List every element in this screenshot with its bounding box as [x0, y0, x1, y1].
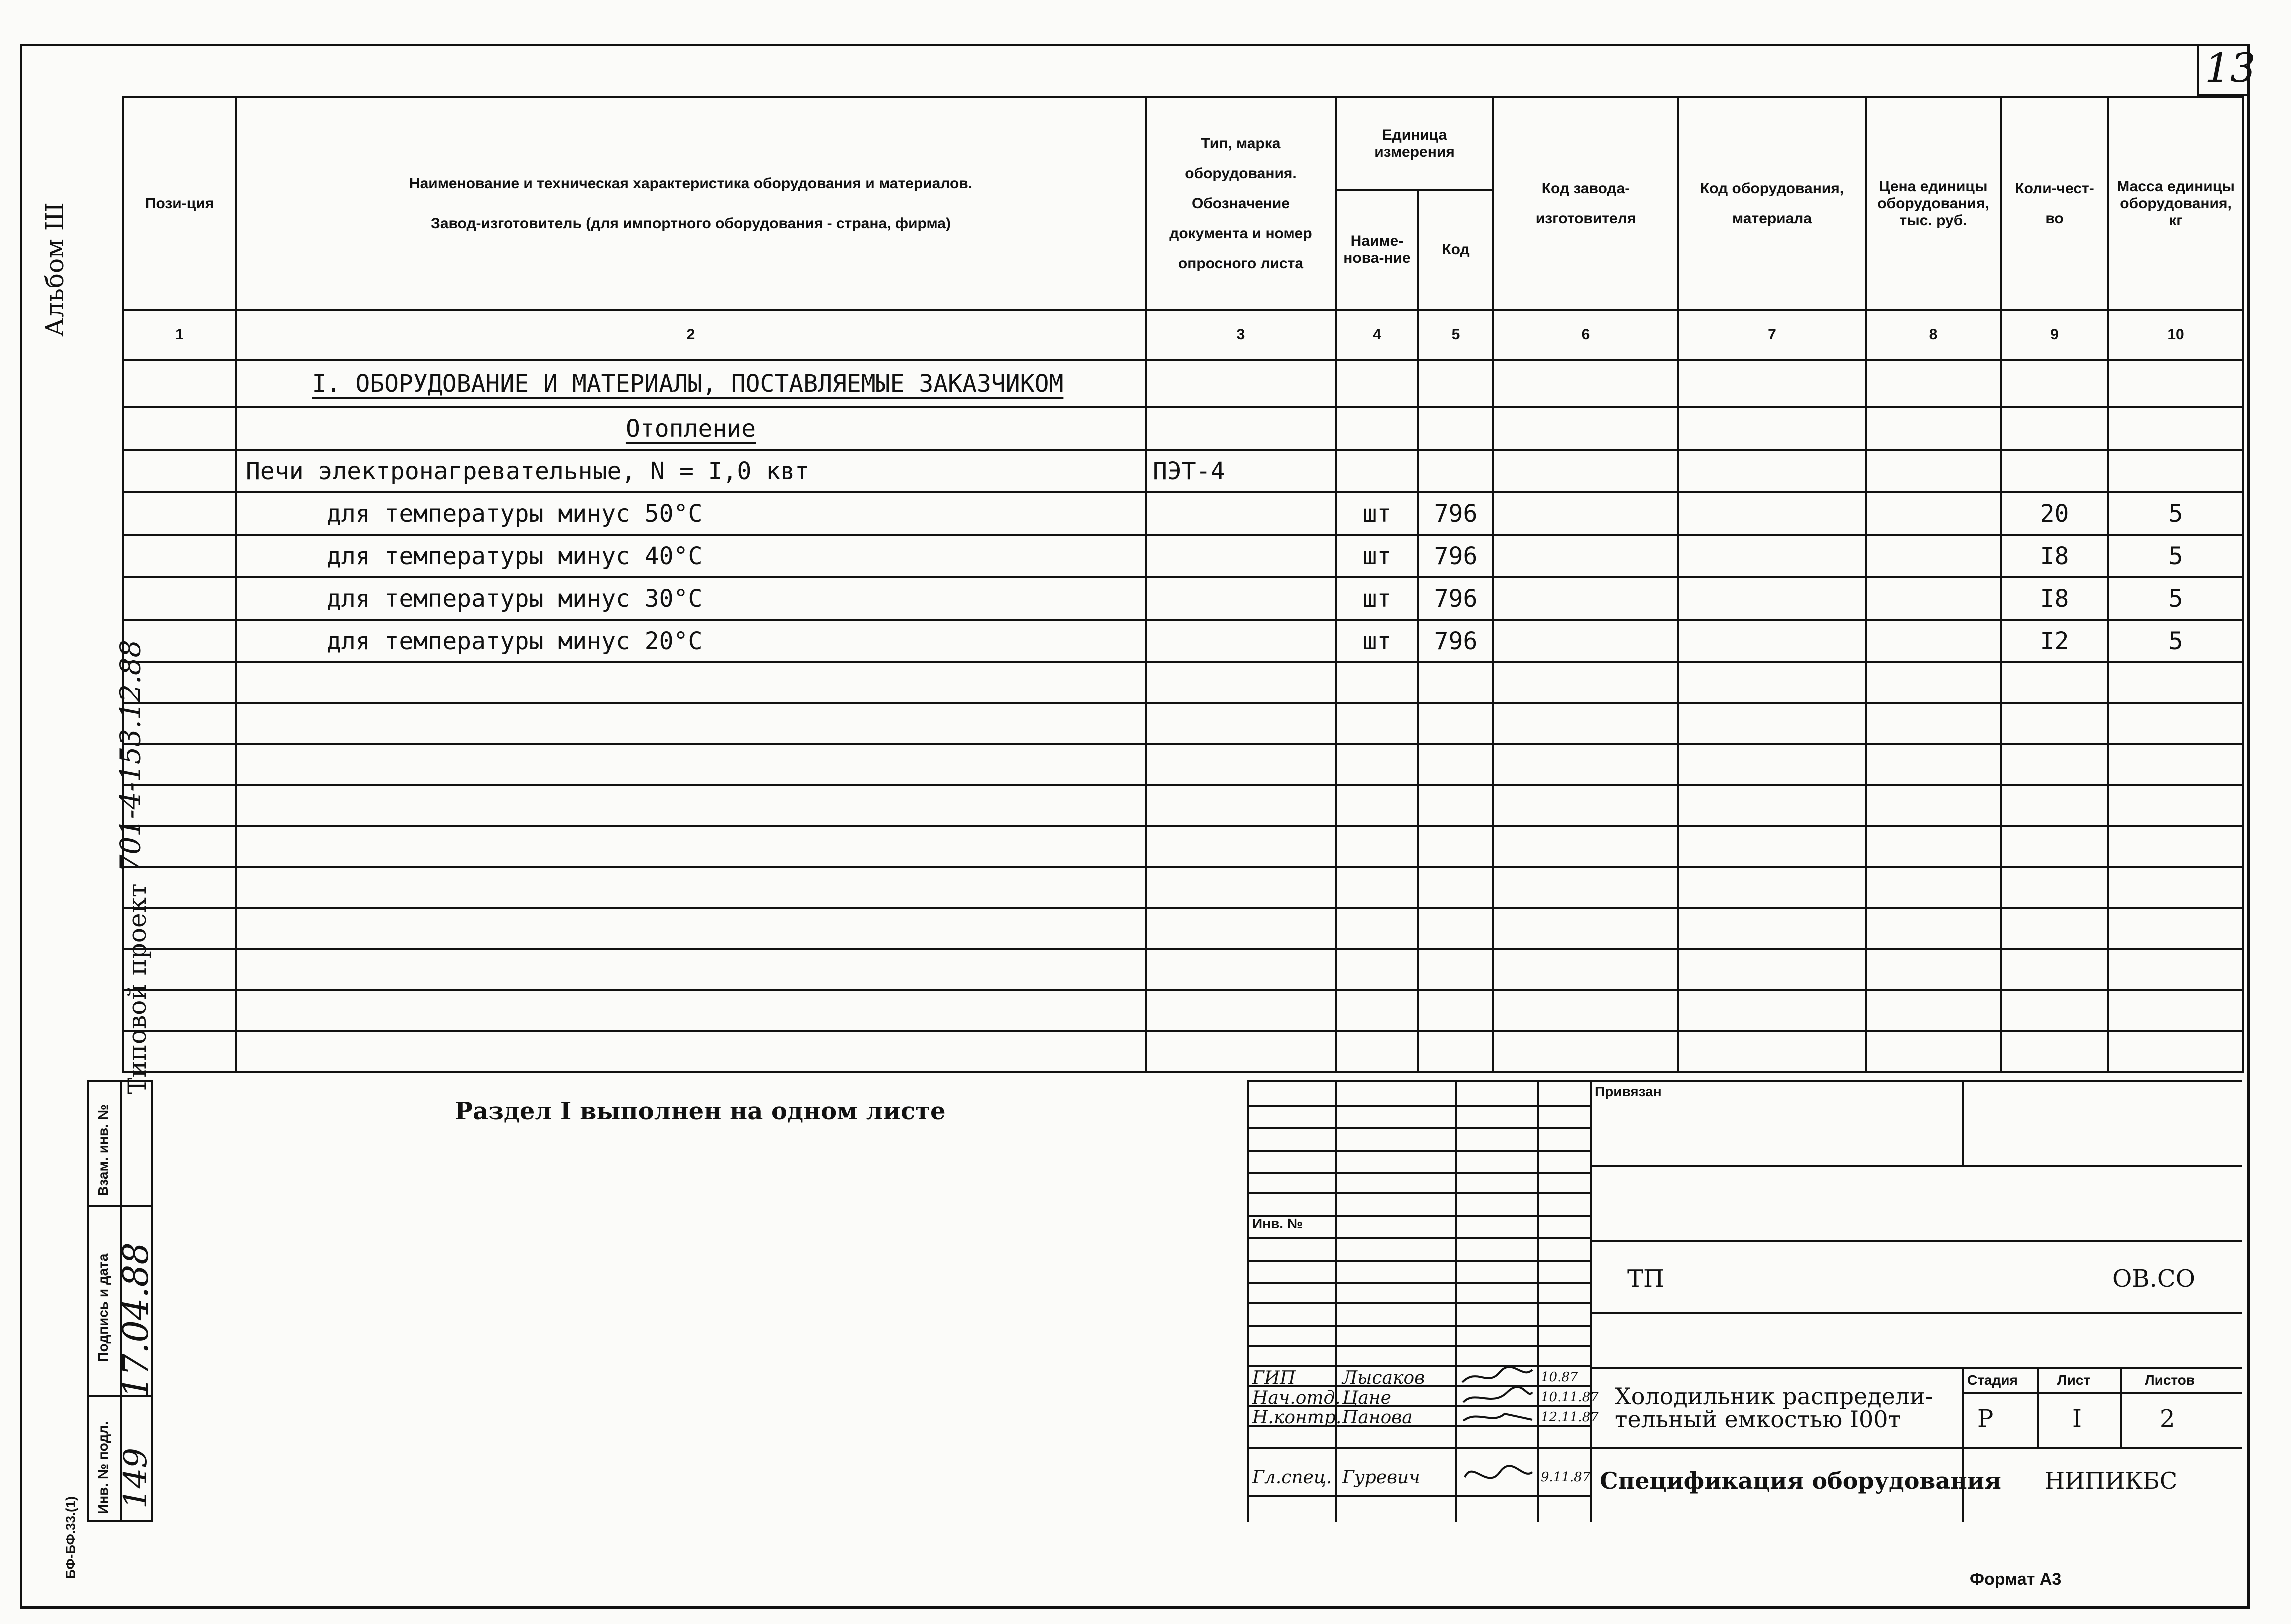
- cell-mass: [2108, 408, 2244, 450]
- cell-name: [236, 662, 1146, 704]
- cell-equip: [1678, 744, 1866, 786]
- cell-mass: [2108, 662, 2244, 704]
- cell-code: 796: [1418, 620, 1494, 662]
- cell-mass: [2108, 450, 2244, 492]
- cell-type: [1146, 990, 1336, 1032]
- cell-pos: [124, 704, 236, 744]
- signatures: [1458, 1365, 1538, 1505]
- cell-code: [1418, 1032, 1494, 1072]
- cell-price: [1866, 408, 2001, 450]
- cell-mass: 5: [2108, 578, 2244, 620]
- inv-no-label: Инв. № подл.: [96, 1422, 111, 1514]
- cell-code: 796: [1418, 492, 1494, 535]
- cell-qty: [2001, 826, 2108, 868]
- cell-type: [1146, 1032, 1336, 1072]
- hdr-plant-code: Код завода-изготовителя: [1494, 98, 1678, 310]
- cell-price: [1866, 620, 2001, 662]
- cell-equip: [1678, 704, 1866, 744]
- cell-name: [236, 950, 1146, 990]
- cell-code: [1418, 450, 1494, 492]
- cell-qty: [2001, 450, 2108, 492]
- cell-equip: [1678, 1032, 1866, 1072]
- cell-type: [1146, 360, 1336, 408]
- cell-name: [236, 908, 1146, 950]
- cell-price: [1866, 450, 2001, 492]
- cell-price: [1866, 360, 2001, 408]
- table-row: [124, 408, 2244, 450]
- cell-code: [1418, 868, 1494, 908]
- cell-plant: [1494, 662, 1678, 704]
- cell-name: для температуры минус 40°С: [236, 535, 1146, 578]
- cell-price: [1866, 990, 2001, 1032]
- cell-equip: [1678, 620, 1866, 662]
- cell-type: [1146, 492, 1336, 535]
- role-gip: [1252, 1368, 1296, 1388]
- cell-price: [1866, 744, 2001, 786]
- replace-inv-label: Взам. инв. №: [96, 1104, 111, 1196]
- cell-type: [1146, 908, 1336, 950]
- cell-name: [236, 786, 1146, 826]
- cell-mass: [2108, 950, 2244, 990]
- section-heading: I. ОБОРУДОВАНИЕ И МАТЕРИАЛЫ, ПОСТАВЛЯЕМЫЕ ЗАКАЗЧИКОМ: [312, 370, 1064, 398]
- cell-mass: [2108, 360, 2244, 408]
- hdr-unit: Единица измерения: [1336, 98, 1494, 190]
- cell-type: [1146, 620, 1336, 662]
- table-row: [124, 950, 2244, 990]
- cell-unit: [1336, 744, 1418, 786]
- cell-pos: [124, 662, 236, 704]
- cell-name: для температуры минус 50°С: [236, 492, 1146, 535]
- cell-qty: [2001, 662, 2108, 704]
- role-gip-label: ГИП: [1252, 1368, 1296, 1388]
- cell-unit: [1336, 360, 1418, 408]
- table-row: [124, 450, 2244, 492]
- hdr-name-line1: Наименование и техническая характеристика оборудования и материалов.: [409, 175, 973, 192]
- cell-unit: [1336, 704, 1418, 744]
- cell-equip: [1678, 826, 1866, 868]
- cell-type: [1146, 950, 1336, 990]
- title-block-rule: [1248, 1448, 1590, 1450]
- cell-equip: [1678, 450, 1866, 492]
- stage-value: Р: [1978, 1405, 1994, 1433]
- cell-equip: [1678, 408, 1866, 450]
- cell-unit: шт: [1336, 578, 1418, 620]
- table-row: [124, 786, 2244, 826]
- table-row: [124, 662, 2244, 704]
- cell-mass: [2108, 990, 2244, 1032]
- cell-type: [1146, 535, 1336, 578]
- cell-mass: [2108, 704, 2244, 744]
- cell-unit: [1336, 868, 1418, 908]
- role-nkontr-name: Панова: [1342, 1408, 1413, 1428]
- top-edge-line: [150, 44, 2250, 46]
- title-block-rule: [1248, 1172, 1590, 1174]
- title-block-rule: [1248, 1345, 1590, 1347]
- doc-code-right: ОВ.СО: [2112, 1265, 2196, 1293]
- cell-qty: I8: [2001, 535, 2108, 578]
- cell-unit: [1336, 1032, 1418, 1072]
- cell-unit: [1336, 408, 1418, 450]
- role-glspec-date: 9.11.87: [1541, 1470, 1591, 1485]
- role-nkontr-date: 12.11.87: [1541, 1410, 1599, 1425]
- object-title-line1: Холодильник распредели-: [1615, 1383, 1934, 1410]
- cell-plant: [1494, 704, 1678, 744]
- cell-plant: [1494, 868, 1678, 908]
- table-row: [124, 492, 2244, 535]
- cell-qty: [2001, 908, 2108, 950]
- doc-title: Спецификация оборудования: [1600, 1468, 2002, 1494]
- table-row: [124, 826, 2244, 868]
- hdr-mass: Масса единицы оборудования, кг: [2108, 98, 2244, 310]
- cell-code: [1418, 950, 1494, 990]
- cell-mass: [2108, 744, 2244, 786]
- cell-name: [236, 990, 1146, 1032]
- cell-type: [1146, 826, 1336, 868]
- cell-plant: [1494, 578, 1678, 620]
- cell-unit: [1336, 826, 1418, 868]
- cell-type: [1146, 662, 1336, 704]
- title-block-rule: [1248, 1128, 1590, 1130]
- table-row: [124, 990, 2244, 1032]
- cell-price: [1866, 662, 2001, 704]
- cell-price: [1866, 826, 2001, 868]
- hdr-pos: Пози-ция: [124, 98, 236, 310]
- cell-plant: [1494, 1032, 1678, 1072]
- role-nach-date: 10.11.87: [1541, 1390, 1599, 1405]
- title-block-rule: [1248, 1238, 1590, 1240]
- organization: НИПИКБС: [2045, 1468, 2178, 1494]
- cell-name: [236, 704, 1146, 744]
- role-gip-name: Лысаков: [1342, 1368, 1426, 1388]
- inv-no-value: 149: [118, 1448, 154, 1510]
- cell-price: [1866, 908, 2001, 950]
- hdr-unit-name: Наиме-нова-ние: [1336, 190, 1418, 310]
- sheet-number: 13: [2205, 45, 2256, 92]
- cell-price: [1866, 492, 2001, 535]
- title-block-rule: [1248, 1495, 1590, 1497]
- cell-pos: [124, 535, 236, 578]
- cell-mass: [2108, 826, 2244, 868]
- cell-code: [1418, 408, 1494, 450]
- cell-type: [1146, 786, 1336, 826]
- title-block-rule: [1248, 1302, 1590, 1304]
- cell-plant: [1494, 620, 1678, 662]
- cell-price: [1866, 786, 2001, 826]
- cell-name: [236, 1032, 1146, 1072]
- cell-mass: [2108, 786, 2244, 826]
- cell-type: [1146, 578, 1336, 620]
- cell-type: [1146, 704, 1336, 744]
- cell-pos: [124, 990, 236, 1032]
- cell-name: Печи электронагревательные, N = I,0 квт: [236, 450, 1146, 492]
- cell-qty: I2: [2001, 620, 2108, 662]
- title-block-rule: [1248, 1150, 1590, 1152]
- cell-equip: [1678, 535, 1866, 578]
- role-nkontr-label: Н.контр.: [1252, 1408, 1342, 1428]
- cell-plant: [1494, 950, 1678, 990]
- cell-code: 796: [1418, 535, 1494, 578]
- cell-pos: [124, 450, 236, 492]
- object-title-line2: тельный емкостью I00т: [1615, 1406, 1902, 1433]
- role-nach-label: Нач.отд.: [1252, 1388, 1341, 1408]
- cell-unit: [1336, 662, 1418, 704]
- cell-pos: [124, 786, 236, 826]
- cell-name: [236, 826, 1146, 868]
- sheets-label: Листов: [2145, 1372, 2196, 1388]
- cell-pos: [124, 578, 236, 620]
- cell-unit: шт: [1336, 535, 1418, 578]
- cell-equip: [1678, 786, 1866, 826]
- cell-pos: [124, 744, 236, 786]
- table-row: [124, 360, 2244, 408]
- cell-mass: 5: [2108, 492, 2244, 535]
- title-block-rule: [1248, 1260, 1590, 1262]
- title-block-rule: [1248, 1325, 1590, 1327]
- cell-code: [1418, 908, 1494, 950]
- cell-qty: [2001, 1032, 2108, 1072]
- cell-unit: [1336, 450, 1418, 492]
- header-row: [124, 98, 2244, 190]
- cell-equip: [1678, 360, 1866, 408]
- table-row: [124, 704, 2244, 744]
- title-block-rule: [1248, 1365, 1590, 1367]
- cell-type: [1146, 868, 1336, 908]
- cell-code: [1418, 704, 1494, 744]
- sheets-value: 2: [2160, 1405, 2176, 1433]
- cell-plant: [1494, 990, 1678, 1032]
- cell-qty: [2001, 868, 2108, 908]
- role-gip-date: 10.87: [1541, 1370, 1578, 1385]
- cell-code: [1418, 744, 1494, 786]
- cell-price: [1866, 578, 2001, 620]
- table-row: [124, 744, 2244, 786]
- cell-qty: [2001, 704, 2108, 744]
- title-block-rule: [1248, 1282, 1590, 1284]
- table-row: [124, 1032, 2244, 1072]
- cell-mass: 5: [2108, 620, 2244, 662]
- role-glspec-label: Гл.спец.: [1252, 1468, 1332, 1488]
- cell-qty: 20: [2001, 492, 2108, 535]
- cell-pos: [124, 1032, 236, 1072]
- cell-name: для температуры минус 30°С: [236, 578, 1146, 620]
- sign-date-label: Подпись и дата: [96, 1254, 111, 1362]
- cell-code: [1418, 990, 1494, 1032]
- cell-name: для температуры минус 20°С: [236, 620, 1146, 662]
- cell-plant: [1494, 744, 1678, 786]
- cell-name: [236, 744, 1146, 786]
- cell-plant: [1494, 826, 1678, 868]
- cell-mass: 5: [2108, 535, 2244, 578]
- linked-label: Привязан: [1595, 1084, 1662, 1100]
- cell-pos: [124, 620, 236, 662]
- section-note: Раздел I выполнен на одном листе: [455, 1098, 946, 1126]
- cell-price: [1866, 704, 2001, 744]
- cell-unit: шт: [1336, 492, 1418, 535]
- cell-plant: [1494, 450, 1678, 492]
- inv-label: Инв. №: [1252, 1216, 1304, 1232]
- cell-code: [1418, 786, 1494, 826]
- cell-equip: [1678, 578, 1866, 620]
- cell-qty: [2001, 360, 2108, 408]
- cell-price: [1866, 1032, 2001, 1072]
- hdr-type: Тип, марка оборудования. Обозначение документа и номер опросного листа: [1146, 98, 1336, 310]
- cell-mass: [2108, 908, 2244, 950]
- cell-pos: [124, 950, 236, 990]
- cell-pos: [124, 868, 236, 908]
- cell-plant: [1494, 786, 1678, 826]
- table-row: [124, 578, 2244, 620]
- sign-date-value: 17.04.88: [116, 1242, 156, 1398]
- cell-code: 796: [1418, 578, 1494, 620]
- hdr-price: Цена единицы оборудования, тыс. руб.: [1866, 98, 2001, 310]
- cell-plant: [1494, 360, 1678, 408]
- table-row: [124, 535, 2244, 578]
- cell-equip: [1678, 908, 1866, 950]
- cell-pos: [124, 826, 236, 868]
- cell-price: [1866, 950, 2001, 990]
- sheet-value: I: [2072, 1405, 2082, 1433]
- cell-qty: [2001, 990, 2108, 1032]
- cell-pos: [124, 492, 236, 535]
- cell-plant: [1494, 408, 1678, 450]
- cell-equip: [1678, 492, 1866, 535]
- hdr-unit-code: Код: [1418, 190, 1494, 310]
- title-block-rule: [1248, 1192, 1590, 1194]
- table-row: [124, 868, 2244, 908]
- hdr-name-line2: Завод-изготовитель (для импортного оборудования - страна, фирма): [431, 215, 951, 232]
- cell-equip: [1678, 990, 1866, 1032]
- cell-unit: [1336, 786, 1418, 826]
- hdr-name: [236, 98, 1146, 310]
- cell-pos: [124, 360, 236, 408]
- title-block-rule: [1248, 1105, 1590, 1107]
- project-code: 701-4-153.12.88: [114, 640, 148, 873]
- project-label: Типовой проект: [123, 884, 152, 1094]
- cell-name: [236, 408, 1146, 450]
- cell-plant: [1494, 492, 1678, 535]
- form-code: БФ-БФ.33.(1): [63, 1496, 78, 1579]
- cell-unit: шт: [1336, 620, 1418, 662]
- cell-price: [1866, 535, 2001, 578]
- object-title: [1615, 1385, 1933, 1431]
- hdr-equip-code: Код оборудования, материала: [1678, 98, 1866, 310]
- cell-qty: [2001, 744, 2108, 786]
- cell-qty: [2001, 950, 2108, 990]
- cell-pos: [124, 908, 236, 950]
- doc-code-left: ТП: [1628, 1265, 1664, 1293]
- sheet-label: Лист: [2058, 1372, 2091, 1388]
- cell-pos: [124, 408, 236, 450]
- title-block: [1248, 1080, 2242, 1522]
- cell-type: [1146, 744, 1336, 786]
- cell-code: [1418, 826, 1494, 868]
- cell-qty: [2001, 786, 2108, 826]
- cell-mass: [2108, 868, 2244, 908]
- table-row: [124, 908, 2244, 950]
- cell-equip: [1678, 868, 1866, 908]
- format-label: Формат А3: [1970, 1570, 2062, 1589]
- cell-unit: [1336, 950, 1418, 990]
- role-glspec-name: Гуревич: [1342, 1468, 1420, 1488]
- album-label: Альбом Ш: [40, 202, 70, 337]
- cell-name: [236, 868, 1146, 908]
- cell-unit: [1336, 990, 1418, 1032]
- cell-mass: [2108, 1032, 2244, 1072]
- cell-type: ПЭТ-4: [1146, 450, 1336, 492]
- spec-table: [122, 96, 2244, 1074]
- column-number-row: 1 2 3 4 5 6 7 8 9 10: [124, 310, 2244, 360]
- cell-plant: [1494, 908, 1678, 950]
- table-row: [124, 620, 2244, 662]
- cell-price: [1866, 868, 2001, 908]
- spec-body: [124, 360, 2244, 1072]
- subsection-heading: Отопление: [626, 414, 756, 443]
- cell-qty: [2001, 408, 2108, 450]
- cell-equip: [1678, 950, 1866, 990]
- cell-code: [1418, 360, 1494, 408]
- hdr-qty: Коли-чест-во: [2001, 98, 2108, 310]
- cell-plant: [1494, 535, 1678, 578]
- cell-equip: [1678, 662, 1866, 704]
- role-nach-name: Цане: [1342, 1388, 1392, 1408]
- cell-name: [236, 360, 1146, 408]
- cell-code: [1418, 662, 1494, 704]
- cell-type: [1146, 408, 1336, 450]
- cell-qty: I8: [2001, 578, 2108, 620]
- stage-label: Стадия: [1968, 1372, 2018, 1388]
- cell-unit: [1336, 908, 1418, 950]
